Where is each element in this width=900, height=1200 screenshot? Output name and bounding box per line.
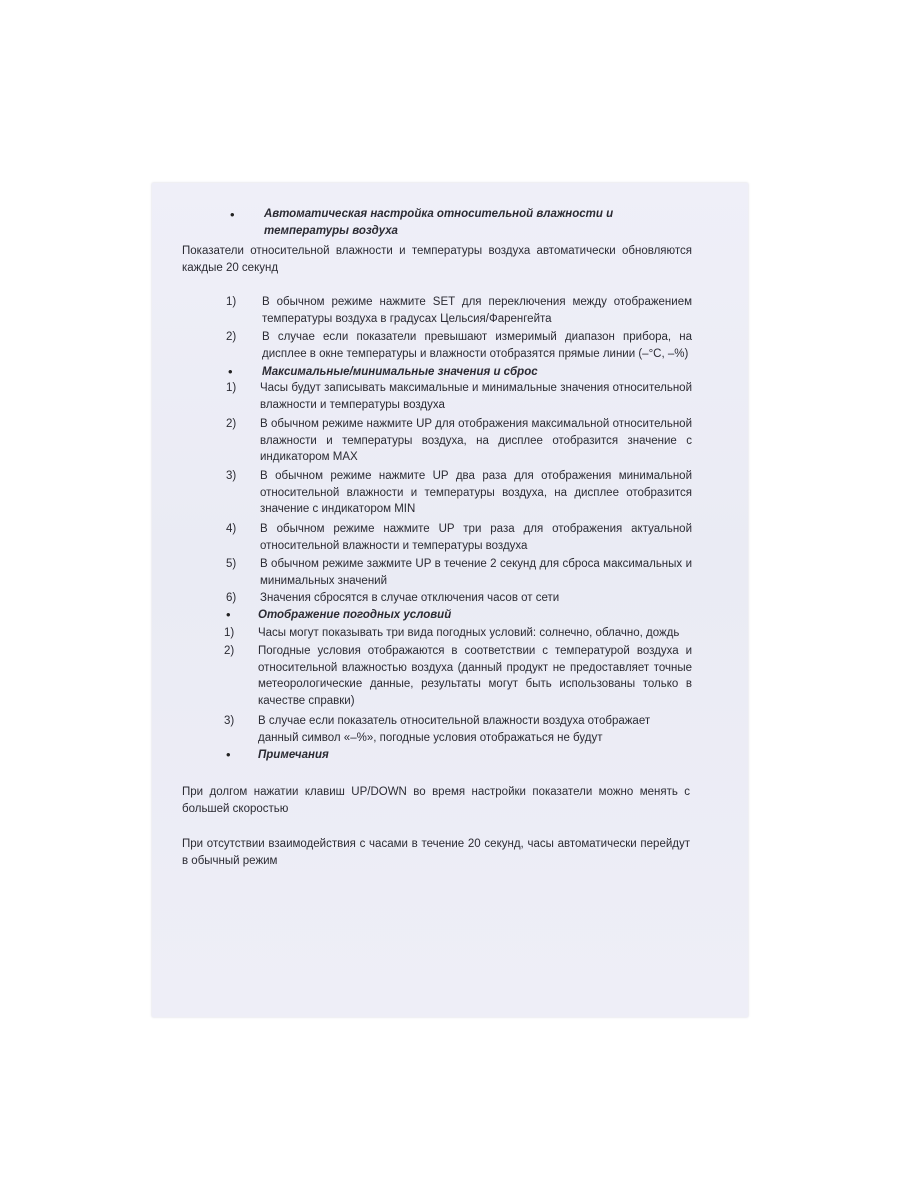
- list-item: Погодные условия отображаются в соответствии с температурой воздуха и относительной влажностью воздуха (данный продукт не предоставляет точные метеорологические данные, результаты могут быть использованы только в качестве справки): [258, 645, 692, 707]
- list-item: В случае если показатель относительной влажности воздуха отображает данный символ «–%», погодные условия отображаться не будут: [258, 715, 651, 744]
- list-item-number: 3): [226, 470, 237, 482]
- list-item-number: 1): [224, 627, 235, 639]
- section-heading-max-min: Максимальные/минимальные значения и сброс: [262, 366, 538, 378]
- bullet-icon: •: [226, 747, 231, 762]
- section-heading-auto-update: Автоматическая настройка относительной влажности и температуры воздуха: [264, 208, 614, 237]
- list-item: Значения сбросятся в случае отключения часов от сети: [260, 592, 560, 604]
- bullet-icon: •: [228, 364, 233, 379]
- bullet-icon: •: [226, 607, 231, 622]
- list-item: Часы будут записывать максимальные и минимальные значения относительной влажности и температуры воздуха: [260, 382, 692, 411]
- list-item: В обычном режиме нажмите UP три раза для отображения актуальной относительной влажности и температуры воздуха: [260, 523, 692, 552]
- section-heading-weather: Отображение погодных условий: [258, 609, 452, 621]
- document-page: [152, 183, 748, 1017]
- note-paragraph: При долгом нажатии клавиш UP/DOWN во время настройки показатели можно менять с большей скоростью: [182, 786, 690, 815]
- intro-paragraph: Показатели относительной влажности и температуры воздуха автоматически обновляются каждые 20 секунд: [182, 245, 692, 274]
- list-item-number: 2): [226, 331, 237, 343]
- list-item: Часы могут показывать три вида погодных условий: солнечно, облачно, дождь: [258, 627, 680, 639]
- list-item: В обычном режиме нажмите SET для переключения между отображением температуры воздуха в градусах Цельсия/Фаренгейта: [262, 296, 692, 325]
- section-heading-notes: Примечания: [258, 749, 329, 761]
- list-item: В обычном режиме нажмите UP два раза для отображения минимальной относительной влажности и температуры воздуха, на дисплее отобразится значение с индикатором MIN: [260, 470, 692, 515]
- list-item: В случае если показатели превышают измеримый диапазон прибора, на дисплее в окне температуры и влажности отобразятся прямые линии (–°C, –%): [262, 331, 692, 360]
- list-item-number: 2): [224, 645, 235, 657]
- list-item: В обычном режиме зажмите UP в течение 2 секунд для сброса максимальных и минимальных значений: [260, 558, 692, 587]
- note-paragraph: При отсутствии взаимодействия с часами в течение 20 секунд, часы автоматически перейдут в обычный режим: [182, 838, 690, 867]
- list-item: В обычном режиме нажмите UP для отображения максимальной относительной влажности и температуры воздуха, на дисплее отобразится значение с индикатором MAX: [260, 418, 692, 463]
- list-item-number: 5): [226, 558, 237, 570]
- list-item-number: 4): [226, 523, 237, 535]
- list-item-number: 1): [226, 296, 237, 308]
- bullet-icon: •: [230, 207, 235, 222]
- list-item-number: 1): [226, 382, 237, 394]
- list-item-number: 2): [226, 418, 237, 430]
- list-item-number: 6): [226, 592, 237, 604]
- list-item-number: 3): [224, 715, 235, 727]
